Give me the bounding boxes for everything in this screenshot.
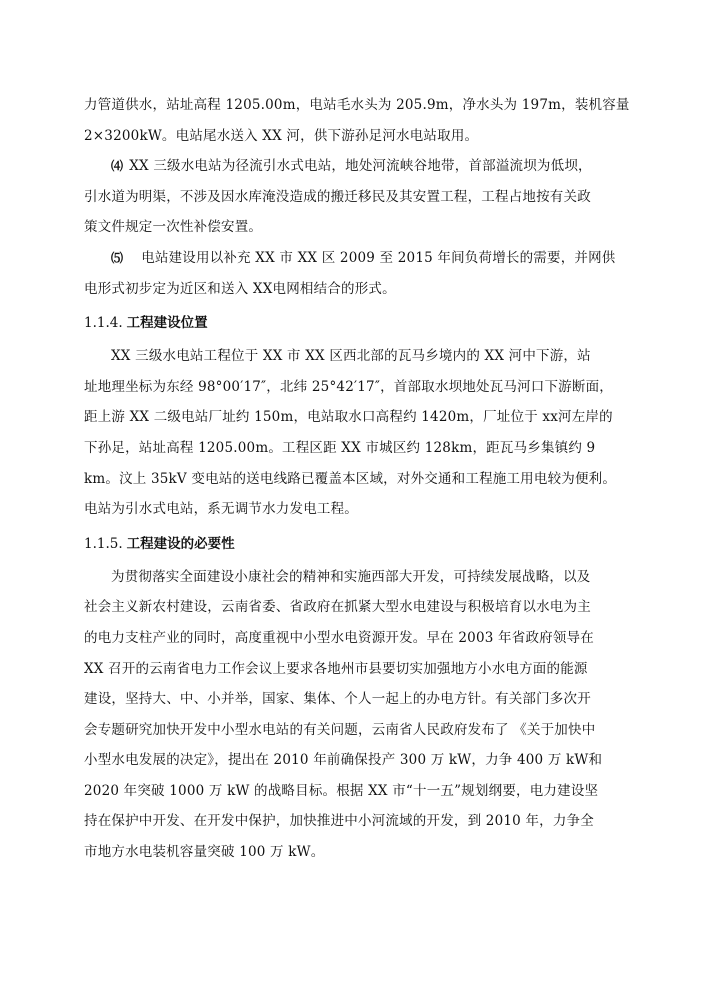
text-line: 持在保护中开发、在开发中保护，加快推进中小河流域的开发，到 2010 年，力争全: [84, 813, 594, 830]
text-line: 小型水电发展的决定》，提出在 2010 年前确保投产 300 万 kW，力争 400 万 kW和: [84, 752, 603, 769]
text-line: 力管道供水，站址高程 1205.00m，电站毛水头为 205.9m，净水头为 197m，装机容量: [84, 97, 630, 113]
text-line: 下孙足，站址高程 1205.00m。工程区距 XX 市城区约 128km，距瓦马乡集镇约 9: [84, 439, 596, 456]
text-line: 电站为引水式电站，系无调节水力发电工程。: [84, 501, 358, 518]
text-line: 市地方水电装机容量突破 100 万 kW。: [84, 844, 325, 861]
section-heading-1-1-4: [84, 312, 619, 334]
text-line: 策文件规定一次性补偿安置。: [84, 219, 263, 236]
section-title: 工程建设的必要性: [126, 535, 235, 552]
text-line: 址地理坐标为东经 98°00′17″，北纬 25°42′17″，首部取水坝地处瓦马河口下游断面，: [84, 378, 613, 395]
section-number: 1.1.5.: [84, 535, 123, 552]
text-line: XX 三级水电站工程位于 XX 市 XX 区西北部的瓦马乡境内的 XX 河中下游，站: [111, 348, 591, 365]
text-line: XX 召开的云南省电力工作会议上要求各地州市县要切实加强地方小水电方面的能源: [84, 660, 588, 677]
text-line: [84, 243, 619, 274]
text-line: [84, 151, 619, 182]
text-line: 建设，坚持大、中、小并举，国家、集体、个人一起上的办电方针。有关部门多次开: [84, 691, 591, 708]
text-line: 2020 年突破 1000 万 kW 的战略目标。根据 XX 市“十一五”规划纲要，电力建设坚: [84, 782, 599, 799]
list-item-5: [84, 243, 619, 304]
section-title: 工程建设位置: [126, 315, 208, 332]
list-item-4: [84, 151, 619, 243]
text-span: 电站建设用以补充 XX 市 XX 区 2009 至 2015 年间负荷增长的需要，并网供: [141, 249, 616, 266]
paragraph-necessity: [84, 562, 619, 868]
list-marker: ⑸: [111, 250, 124, 265]
section-number: 1.1.4.: [84, 315, 123, 332]
text-line: 引水道为明渠，不涉及因水库淹没造成的搬迁移民及其安置工程，工程占地按有关政: [84, 188, 591, 205]
text-span: XX 三级水电站为径流引水式电站，地处河流峡谷地带，首部溢流坝为低坝，: [129, 158, 592, 175]
paragraph-water-supply: [84, 90, 630, 151]
text-line: 为贯彻落实全面建设小康社会的精神和实施西部大开发，可持续发展战略，以及: [111, 568, 591, 585]
text-line: 社会主义新农村建设，云南省委、省政府在抓紧大型水电建设与积极培育以水电为主: [84, 599, 591, 616]
list-marker: ⑷: [111, 159, 124, 174]
paragraph-location: [84, 341, 619, 525]
text-line: 电形式初步定为近区和送入 XX电网相结合的形式。: [84, 280, 396, 297]
text-line: 距上游 XX 二级电站厂址约 150m，电站取水口高程约 1420m，厂址位于 xx河左岸的: [84, 409, 613, 426]
text-line: km。汶上 35kV 变电站的送电线路已覆盖本区域，对外交通和工程施工用电较为便利。: [84, 470, 617, 487]
text-line: 2×3200kW。电站尾水送入 XX 河，供下游孙足河水电站取用。: [84, 127, 479, 144]
text-line: 的电力支柱产业的同时，高度重视中小型水电资源开发。早在 2003 年省政府领导在: [84, 629, 594, 646]
section-heading-1-1-5: [84, 533, 619, 555]
text-line: 会专题研究加快开发中小型水电站的有关问题，云南省人民政府发布了 《关于加快中: [84, 721, 596, 738]
